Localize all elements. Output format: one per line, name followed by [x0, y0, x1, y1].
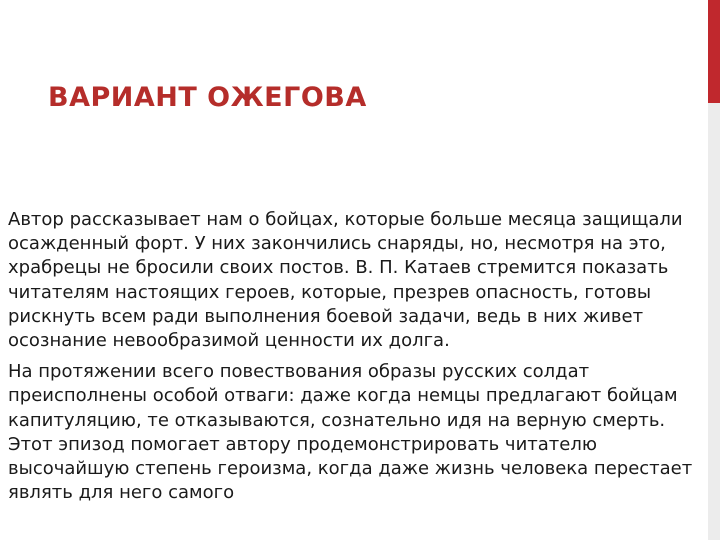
body-paragraph-2: На протяжении всего повествования образы русских солдат преисполнены особой отваги: даже когда немцы предлагают бойцам капитуляцию, те отказываются, сознательно идя на верную смерть. Этот эпизод помогает автору продемонстрировать читателю высочайшую степень героизма, когда даже жизнь человека перестает являть для него самого [8, 361, 693, 504]
accent-bar [708, 0, 720, 103]
accent-bar-track [708, 103, 720, 540]
body-paragraph-1: Автор рассказывает нам о бойцах, которые больше месяца защищали осажденный форт. У них закончились снаряды, но, несмотря на это, храбрецы не бросили своих постов. В. П. Катаев стремится показать читателям настоящих героев, которые, презрев опасность, готовы рискнуть всем ради выполнения боевой задачи, ведь в них живет осознание невообразимой ценности их долга. [8, 209, 683, 352]
slide-body [8, 208, 698, 512]
slide-title: ВАРИАНТ ОЖЕГОВА [48, 82, 367, 113]
